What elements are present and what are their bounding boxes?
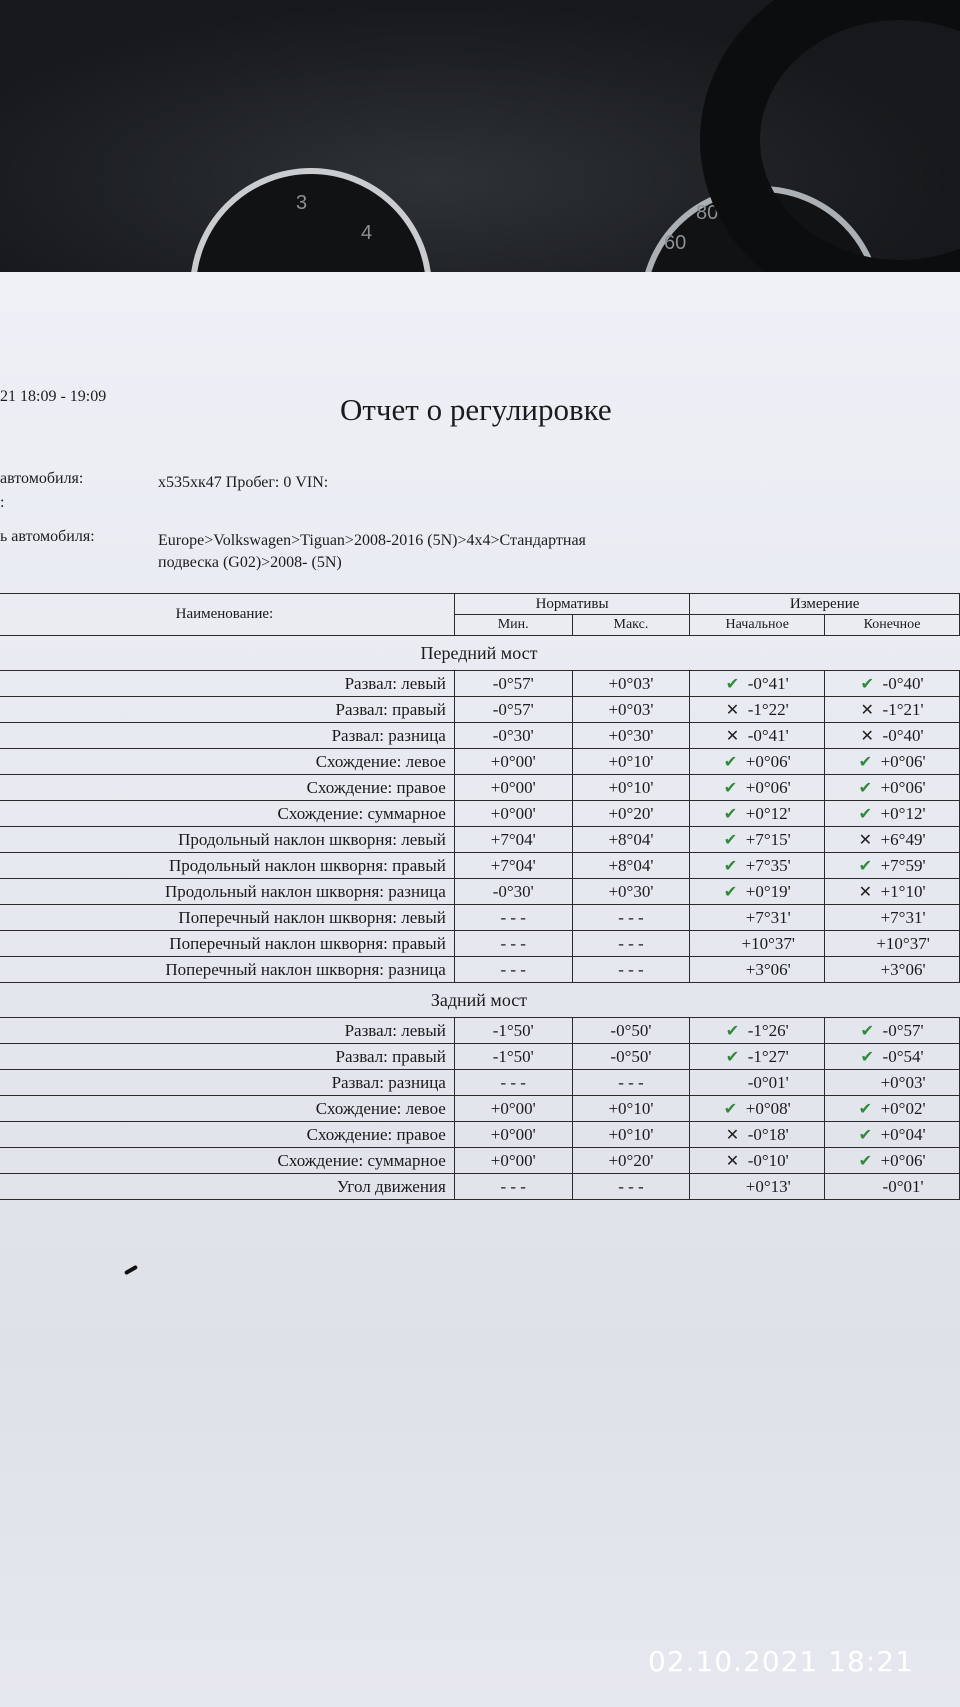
- parameter-name: Схождение: правое: [0, 1122, 454, 1148]
- final-value: +10°37': [876, 933, 930, 953]
- table-row: [0, 801, 960, 827]
- col-header-min: Мин.: [454, 615, 572, 636]
- norm-max: +8°04': [572, 827, 690, 853]
- norm-max: +0°03': [572, 671, 690, 697]
- final-cell: [825, 905, 960, 931]
- cross-icon: ✕: [725, 1124, 740, 1144]
- norm-min: - - -: [454, 957, 572, 983]
- final-cell: [825, 879, 960, 905]
- norm-min: -0°57': [454, 697, 572, 723]
- initial-cell: [690, 671, 825, 697]
- parameter-name: Поперечный наклон шкворня: разница: [0, 957, 454, 983]
- cross-icon: ✕: [725, 1150, 740, 1170]
- model-value-line1: Europe>Volkswagen>Tiguan>2008-2016 (5N)>4x4>Стандартная: [158, 532, 586, 549]
- norm-max: -0°50': [572, 1018, 690, 1044]
- final-value: +1°10': [880, 881, 926, 901]
- parameter-name: Схождение: левое: [0, 1096, 454, 1122]
- parameter-name: Схождение: суммарное: [0, 801, 454, 827]
- initial-value: -0°01': [747, 1072, 789, 1092]
- table-row: [0, 827, 960, 853]
- norm-min: +0°00': [454, 1122, 572, 1148]
- norm-min: +0°00': [454, 749, 572, 775]
- vehicle-label: автомобиля:: [0, 470, 84, 487]
- photo-timestamp: 02.10.2021 18:21: [648, 1645, 914, 1678]
- table-row: [0, 1122, 960, 1148]
- final-value: +7°31': [880, 907, 926, 927]
- time-range: 21 18:09 - 19:09: [0, 388, 107, 405]
- col-header-max: Макс.: [572, 615, 690, 636]
- report-title: Отчет о регулировке: [340, 392, 612, 427]
- initial-value: +0°12': [745, 803, 791, 823]
- final-cell: [825, 749, 960, 775]
- final-cell: [825, 1174, 960, 1200]
- cross-icon: ✕: [860, 699, 874, 719]
- col-header-name: Наименование:: [0, 594, 454, 636]
- final-value: +0°04': [880, 1124, 926, 1144]
- initial-value: +10°37': [741, 933, 795, 953]
- parameter-name: Продольный наклон шкворня: правый: [0, 853, 454, 879]
- initial-value: -0°41': [747, 725, 789, 745]
- table-row: [0, 1148, 960, 1174]
- check-icon: ✔: [723, 829, 738, 849]
- initial-value: +3°06': [745, 959, 791, 979]
- final-value: +0°02': [880, 1098, 926, 1118]
- check-icon: ✔: [723, 751, 738, 771]
- parameter-name: Схождение: суммарное: [0, 1148, 454, 1174]
- initial-cell: [690, 697, 825, 723]
- cross-icon: ✕: [725, 725, 740, 745]
- check-icon: ✔: [858, 803, 872, 823]
- initial-value: +0°13': [745, 1176, 791, 1196]
- final-value: +0°06': [880, 751, 926, 771]
- initial-value: -0°41': [747, 673, 789, 693]
- norm-min: +0°00': [454, 775, 572, 801]
- table-row: [0, 671, 960, 697]
- norm-min: -0°30': [454, 723, 572, 749]
- initial-value: +7°15': [745, 829, 791, 849]
- table-row: [0, 931, 960, 957]
- norm-max: -0°50': [572, 1044, 690, 1070]
- col-header-final: Конечное: [825, 615, 960, 636]
- table-body: [0, 636, 960, 1200]
- table-row: [0, 879, 960, 905]
- initial-cell: [690, 853, 825, 879]
- final-value: -0°40': [882, 673, 924, 693]
- table-row: [0, 749, 960, 775]
- norm-min: -1°50': [454, 1044, 572, 1070]
- norm-max: +0°10': [572, 1096, 690, 1122]
- final-value: +0°06': [880, 1150, 926, 1170]
- initial-value: +0°08': [745, 1098, 791, 1118]
- table-row: [0, 957, 960, 983]
- table-row: [0, 1044, 960, 1070]
- front-axle-section: [0, 636, 960, 671]
- initial-cell: [690, 931, 825, 957]
- norm-max: +0°10': [572, 775, 690, 801]
- norm-max: +0°10': [572, 749, 690, 775]
- cross-icon: ✕: [858, 829, 872, 849]
- parameter-name: Продольный наклон шкворня: левый: [0, 827, 454, 853]
- final-cell: [825, 671, 960, 697]
- initial-cell: [690, 905, 825, 931]
- check-icon: ✔: [723, 881, 738, 901]
- check-icon: ✔: [723, 1098, 738, 1118]
- col-group-measure: Измерение: [690, 594, 960, 615]
- parameter-name: Развал: разница: [0, 1070, 454, 1096]
- vehicle-label-2: :: [0, 494, 5, 511]
- gauge-tick: 3: [296, 192, 308, 214]
- norm-min: - - -: [454, 1174, 572, 1200]
- gauge-tick: 4: [361, 222, 373, 244]
- norm-max: +0°10': [572, 1122, 690, 1148]
- final-value: +0°12': [880, 803, 926, 823]
- final-cell: [825, 1018, 960, 1044]
- final-cell: [825, 827, 960, 853]
- norm-min: +0°00': [454, 801, 572, 827]
- initial-value: -1°27': [747, 1046, 789, 1066]
- norm-min: -0°57': [454, 671, 572, 697]
- final-cell: [825, 775, 960, 801]
- norm-min: +0°00': [454, 1148, 572, 1174]
- final-cell: [825, 1044, 960, 1070]
- final-cell: [825, 723, 960, 749]
- check-icon: ✔: [858, 751, 872, 771]
- table-row: [0, 697, 960, 723]
- initial-value: -0°10': [747, 1150, 789, 1170]
- col-group-norms: Нормативы: [454, 594, 689, 615]
- final-value: +0°03': [880, 1072, 926, 1092]
- final-cell: [825, 853, 960, 879]
- initial-cell: [690, 1044, 825, 1070]
- check-icon: ✔: [860, 1020, 874, 1040]
- norm-min: +7°04': [454, 853, 572, 879]
- norm-max: +0°30': [572, 879, 690, 905]
- final-value: -0°01': [882, 1176, 924, 1196]
- gauge-tick: 100: [726, 192, 760, 214]
- parameter-name: Схождение: левое: [0, 749, 454, 775]
- cross-icon: ✕: [725, 699, 740, 719]
- initial-value: +0°06': [745, 751, 791, 771]
- final-value: +6°49': [880, 829, 926, 849]
- initial-value: -0°18': [747, 1124, 789, 1144]
- col-header-initial: Начальное: [690, 615, 825, 636]
- final-cell: [825, 697, 960, 723]
- norm-max: +0°20': [572, 801, 690, 827]
- table-row: [0, 1018, 960, 1044]
- initial-value: +7°35': [745, 855, 791, 875]
- initial-value: +0°19': [745, 881, 791, 901]
- final-cell: [825, 1096, 960, 1122]
- check-icon: ✔: [725, 1020, 740, 1040]
- parameter-name: Поперечный наклон шкворня: правый: [0, 931, 454, 957]
- norm-max: - - -: [572, 931, 690, 957]
- norm-min: +0°00': [454, 1096, 572, 1122]
- initial-cell: [690, 1096, 825, 1122]
- initial-cell: [690, 1148, 825, 1174]
- cross-icon: ✕: [858, 881, 872, 901]
- initial-value: +7°31': [745, 907, 791, 927]
- parameter-name: Развал: разница: [0, 723, 454, 749]
- norm-max: +0°20': [572, 1148, 690, 1174]
- table-row: [0, 905, 960, 931]
- check-icon: ✔: [725, 673, 740, 693]
- check-icon: ✔: [723, 777, 738, 797]
- final-value: -0°40': [882, 725, 924, 745]
- initial-cell: [690, 879, 825, 905]
- table-row: [0, 853, 960, 879]
- norm-max: - - -: [572, 1070, 690, 1096]
- norm-min: -1°50': [454, 1018, 572, 1044]
- final-value: -0°57': [882, 1020, 924, 1040]
- parameter-name: Поперечный наклон шкворня: левый: [0, 905, 454, 931]
- gauge-tick: 80: [696, 202, 719, 224]
- parameter-name: Угол движения: [0, 1174, 454, 1200]
- model-label: ь автомобиля:: [0, 528, 95, 545]
- check-icon: ✔: [858, 777, 872, 797]
- parameter-name: Продольный наклон шкворня: разница: [0, 879, 454, 905]
- initial-cell: [690, 827, 825, 853]
- check-icon: ✔: [723, 803, 738, 823]
- parameter-name: Схождение: правое: [0, 775, 454, 801]
- final-cell: [825, 957, 960, 983]
- check-icon: ✔: [723, 855, 738, 875]
- table-row: [0, 1096, 960, 1122]
- rear-axle-section: [0, 983, 960, 1018]
- alignment-table: [0, 593, 960, 1200]
- final-value: +0°06': [880, 777, 926, 797]
- norm-min: - - -: [454, 905, 572, 931]
- parameter-name: Развал: правый: [0, 1044, 454, 1070]
- check-icon: ✔: [858, 1124, 872, 1144]
- parameter-name: Развал: левый: [0, 671, 454, 697]
- initial-cell: [690, 1122, 825, 1148]
- gauge-tick: 60: [664, 232, 687, 254]
- final-cell: [825, 1070, 960, 1096]
- final-cell: [825, 931, 960, 957]
- model-value-line2: подвеска (G02)>2008- (5N): [158, 554, 342, 571]
- table-row: [0, 1070, 960, 1096]
- initial-value: -1°26': [747, 1020, 789, 1040]
- initial-cell: [690, 1070, 825, 1096]
- initial-cell: [690, 1018, 825, 1044]
- norm-max: - - -: [572, 905, 690, 931]
- initial-cell: [690, 749, 825, 775]
- parameter-name: Развал: правый: [0, 697, 454, 723]
- norm-min: -0°30': [454, 879, 572, 905]
- norm-min: - - -: [454, 1070, 572, 1096]
- norm-max: +0°03': [572, 697, 690, 723]
- initial-cell: [690, 723, 825, 749]
- norm-max: +8°04': [572, 853, 690, 879]
- final-value: +7°59': [880, 855, 926, 875]
- table-row: [0, 1174, 960, 1200]
- initial-cell: [690, 775, 825, 801]
- norm-max: - - -: [572, 957, 690, 983]
- front-axle-section-title: Передний мост: [0, 636, 960, 671]
- check-icon: ✔: [858, 855, 872, 875]
- check-icon: ✔: [725, 1046, 740, 1066]
- dashboard-background: [0, 0, 960, 300]
- parameter-name: Развал: левый: [0, 1018, 454, 1044]
- initial-cell: [690, 1174, 825, 1200]
- norm-max: - - -: [572, 1174, 690, 1200]
- check-icon: ✔: [858, 1098, 872, 1118]
- final-value: +3°06': [880, 959, 926, 979]
- final-value: -1°21': [882, 699, 924, 719]
- check-icon: ✔: [860, 1046, 874, 1066]
- cross-icon: ✕: [860, 725, 874, 745]
- check-icon: ✔: [860, 673, 874, 693]
- check-icon: ✔: [858, 1150, 872, 1170]
- final-cell: [825, 1122, 960, 1148]
- vehicle-value: х535хк47 Пробег: 0 VIN:: [158, 474, 329, 491]
- table-row: [0, 723, 960, 749]
- initial-cell: [690, 957, 825, 983]
- final-cell: [825, 801, 960, 827]
- norm-min: +7°04': [454, 827, 572, 853]
- initial-value: +0°06': [745, 777, 791, 797]
- norm-min: - - -: [454, 931, 572, 957]
- final-cell: [825, 1148, 960, 1174]
- initial-value: -1°22': [747, 699, 789, 719]
- rear-axle-section-title: Задний мост: [0, 983, 960, 1018]
- table-row: [0, 775, 960, 801]
- final-value: -0°54': [882, 1046, 924, 1066]
- norm-max: +0°30': [572, 723, 690, 749]
- initial-cell: [690, 801, 825, 827]
